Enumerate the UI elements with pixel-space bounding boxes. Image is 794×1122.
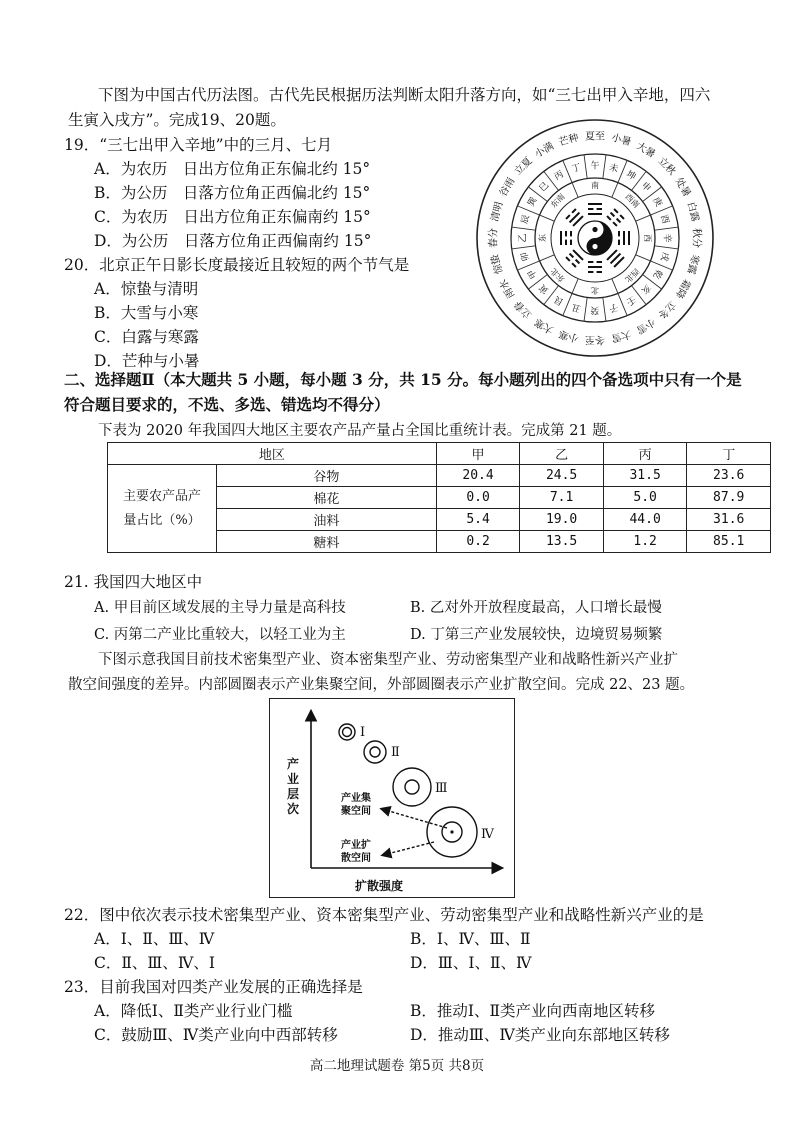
q23-option-d[interactable]: D．推动Ⅲ、Ⅳ类产业向东部地区转移 — [410, 1026, 670, 1044]
q22-stem: 22．图中依次表示技术密集型产业、资本密集型产业、劳动密集型产业和战略性新兴产业的是 — [64, 906, 704, 924]
q21-option-b[interactable]: B. 乙对外开放程度最高，人口增长最慢 — [410, 600, 662, 616]
trigram-bar — [566, 257, 570, 261]
table-cell: 5.0 — [603, 487, 687, 509]
solar-term-label: 秋分 — [690, 228, 702, 248]
trigram-bar — [566, 215, 570, 219]
solar-term-label: 惊蛰 — [489, 253, 506, 276]
direction-character: 辛 — [661, 233, 672, 243]
solar-term-label: 谷雨 — [497, 176, 518, 199]
q21-option-d[interactable]: D. 丁第三产业发展较快，边境贸易频繁 — [410, 627, 663, 643]
solar-term-label: 大暑 — [634, 140, 657, 161]
direction-character: 丁 — [570, 162, 583, 175]
direction-character: 壬 — [624, 293, 638, 307]
table-cell: 87.9 — [687, 487, 771, 509]
section2-line-2: 符合题目要求的，不选、多选、错选均不得分） — [64, 395, 390, 414]
annot-dif-line-2: 散空间 — [341, 853, 371, 864]
numeral-ii: Ⅱ — [391, 745, 400, 760]
direction-character: 亥 — [638, 281, 653, 296]
solar-term-label: 小暑 — [610, 132, 633, 149]
solar-term-label: 小寒 — [557, 327, 580, 344]
table-cell: 0.2 — [436, 531, 520, 553]
table-cell: 谷物 — [217, 465, 437, 487]
x-axis-label: 扩散强度 — [354, 879, 404, 893]
q21-option-a[interactable]: A. 甲目前区域发展的主导力量是高科技 — [94, 600, 346, 616]
trigram-bar — [611, 213, 615, 217]
trigram-bar — [620, 215, 624, 219]
table-cell: 0.0 — [436, 487, 520, 509]
solar-term-label: 冬至 — [585, 333, 605, 345]
direction-character: 戌 — [658, 250, 671, 263]
table-cell: 44.0 — [603, 509, 687, 531]
table-cell: 85.1 — [687, 531, 771, 553]
q23-option-b[interactable]: B．推动Ⅰ、Ⅱ类产业向西南地区转移 — [410, 1002, 656, 1020]
solar-term-label: 春分 — [488, 228, 500, 248]
annot-dif-line-1: 产业扩 — [341, 840, 371, 851]
q21-stem: 21. 我国四大地区中 — [64, 573, 203, 591]
direction-character: 丙 — [552, 169, 566, 183]
direction-character: 坤 — [624, 169, 638, 183]
table-header-region: 地区 — [108, 443, 437, 465]
table-cell: 7.1 — [520, 487, 604, 509]
solar-term-label: 立夏 — [512, 155, 535, 178]
solar-term-label: 大寒 — [533, 315, 556, 336]
trigram-bar — [572, 209, 576, 213]
q19-option-b[interactable]: B．为公历 日落方位角正西偏北约 15° — [94, 184, 371, 202]
numeral-iv: Ⅳ — [481, 827, 494, 842]
cardinal-direction-label: 南 — [591, 181, 599, 190]
fig-intro-line-2: 散空间强度的差异。内部圆圈表示产业集聚空间，外部圆圈表示产业扩散空间。完成 22、23 题。 — [68, 677, 695, 693]
q20-stem: 20．北京正午日影长度最接近且较短的两个节气是 — [64, 256, 410, 274]
industry-diffusion-figure — [269, 698, 515, 898]
cardinal-direction-label: 西南 — [623, 192, 641, 210]
section2-line-1: 二、选择题Ⅱ（本大题共 5 小题，每小题 3 分，共 15 分。每小题列出的四个备选项中只有一个是 — [64, 370, 742, 389]
y-axis-char: 业 — [286, 772, 300, 786]
solar-term-label: 立春 — [512, 298, 535, 321]
numeral-iii: Ⅲ — [435, 781, 448, 796]
ancient-calendar-diagram — [470, 115, 720, 365]
intro-line-2: 生寅入戌方”。完成19、20题。 — [68, 111, 286, 129]
q19-option-a[interactable]: A．为农历 日出方位角正东偏北约 15° — [94, 160, 371, 178]
table-cell: 棉花 — [217, 487, 437, 509]
q23-option-a[interactable]: A．降低Ⅰ、Ⅱ类产业行业门槛 — [94, 1002, 293, 1020]
trigram-bar — [613, 222, 617, 226]
table-header-row — [108, 443, 771, 465]
table-cell: 糖料 — [217, 531, 437, 553]
cardinal-direction-label: 东南 — [549, 192, 567, 210]
solar-term-label: 立秋 — [655, 155, 678, 178]
taiji-symbol — [578, 221, 612, 255]
cardinal-direction-label: 东北 — [549, 266, 567, 284]
solar-term-label: 芒种 — [557, 132, 580, 149]
table-group-label — [108, 465, 217, 553]
cardinal-direction-label: 西北 — [623, 266, 641, 284]
q22-option-a[interactable]: A．Ⅰ、Ⅱ、Ⅲ、Ⅳ — [94, 930, 215, 948]
table-row — [108, 465, 771, 487]
direction-character: 艮 — [552, 293, 566, 307]
cardinal-direction-label: 北 — [591, 286, 599, 295]
table-cell: 24.5 — [520, 465, 604, 487]
table-cell: 5.4 — [436, 509, 520, 531]
solar-term-label: 处暑 — [672, 176, 693, 199]
q23-option-c[interactable]: C．鼓励Ⅲ、Ⅳ类产业向中西部转移 — [94, 1026, 338, 1044]
solar-term-label: 小满 — [533, 140, 556, 161]
table-cell: 1.2 — [603, 531, 687, 553]
trigram-bar — [570, 254, 574, 258]
solar-term-label: 寒露 — [684, 253, 701, 276]
numeral-i: Ⅰ — [360, 725, 366, 740]
direction-character: 巽 — [526, 195, 540, 209]
direction-character: 乾 — [650, 267, 664, 281]
direction-character: 午 — [590, 161, 600, 172]
table-header-cell: 丁 — [687, 443, 771, 465]
table-header-cell: 丙 — [603, 443, 687, 465]
solar-term-label: 立冬 — [655, 298, 678, 321]
direction-character: 申 — [638, 180, 653, 195]
annot-agg-line-1: 产业集 — [341, 793, 371, 804]
q20-option-c[interactable]: C．白露与寒露 — [94, 328, 199, 346]
y-axis-char: 层 — [286, 787, 300, 801]
q19-stem: 19．“三七出甲入辛地”中的三月、七月 — [64, 136, 333, 154]
cardinal-direction-label: 东 — [538, 234, 547, 242]
page-footer: 高二地理试题卷 第5页 共8页 — [309, 1058, 485, 1074]
q19-option-c[interactable]: C．为农历 日出方位角正东偏南约 15° — [94, 208, 371, 226]
q19-option-d[interactable]: D．为公历 日落方位角正西偏南约 15° — [94, 232, 372, 250]
direction-character: 巳 — [537, 180, 552, 195]
solar-term-label: 霜降 — [672, 277, 693, 300]
solar-term-label: 白露 — [684, 200, 701, 223]
q21-option-c[interactable]: C. 丙第二产业比重较大，以轻工业为主 — [94, 627, 346, 643]
y-axis-char: 次 — [286, 802, 300, 816]
direction-character: 丑 — [570, 301, 583, 314]
intro-line-1: 下图为中国古代历法图。古代先民根据历法判断太阳升落方向，如“三七出甲入辛地，四六 — [98, 86, 711, 104]
direction-character: 寅 — [537, 281, 552, 296]
direction-character: 未 — [607, 162, 620, 175]
trigram-bar — [576, 260, 580, 264]
solar-term-label: 小雪 — [634, 315, 657, 336]
direction-character: 甲 — [526, 267, 540, 281]
direction-character: 卯 — [519, 250, 532, 263]
q22-option-b[interactable]: B．Ⅰ、Ⅳ、Ⅲ、Ⅱ — [410, 930, 531, 948]
direction-character: 庚 — [650, 195, 664, 209]
table-cell: 19.0 — [520, 509, 604, 531]
table-cell: 20.4 — [436, 465, 520, 487]
table-intro: 下表为 2020 年我国四大地区主要农产品产量占全国比重统计表。完成第 21 题。 — [98, 423, 622, 439]
annot-agg-line-2: 聚空间 — [341, 806, 371, 817]
table-cell: 13.5 — [520, 531, 604, 553]
solar-term-label: 夏至 — [585, 131, 605, 143]
table-group-label-line-1: 主要农产品产 — [122, 488, 201, 504]
table-header-cell: 甲 — [436, 443, 520, 465]
table-cell: 23.6 — [687, 465, 771, 487]
trigram-bar — [573, 250, 583, 260]
direction-character: 子 — [607, 301, 620, 314]
table-group-label-line-2: 量占比（%） — [123, 512, 201, 528]
trigram-bar — [607, 216, 611, 220]
q20-option-d[interactable]: D．芒种与小暑 — [94, 352, 200, 370]
trigram-bar — [572, 263, 576, 267]
direction-character: 癸 — [590, 304, 600, 315]
q22-option-d[interactable]: D．Ⅲ、Ⅰ、Ⅱ、Ⅳ — [410, 954, 532, 972]
direction-character: 辰 — [519, 213, 532, 226]
solar-term-label: 大雪 — [610, 327, 633, 344]
q20-option-b[interactable]: B．大雪与小寒 — [94, 304, 199, 322]
table-cell: 31.5 — [603, 465, 687, 487]
q23-stem: 23．目前我国对四类产业发展的正确选择是 — [64, 978, 363, 996]
solar-term-label: 清明 — [489, 200, 506, 223]
direction-character: 酉 — [658, 213, 671, 226]
q22-option-c[interactable]: C．Ⅱ、Ⅲ、Ⅳ、Ⅰ — [94, 954, 215, 972]
trigram-bar — [614, 209, 618, 213]
trigram-bar — [617, 219, 621, 223]
fig-intro-line-1: 下图示意我国目前技术密集型产业、资本密集型产业、劳动密集型产业和战略性新兴产业扩 — [98, 652, 678, 668]
y-axis-char: 产 — [286, 757, 300, 771]
table-cell: 31.6 — [687, 509, 771, 531]
table-cell: 油料 — [217, 509, 437, 531]
agri-products-table — [107, 442, 771, 553]
solar-term-label: 雨水 — [497, 277, 518, 300]
q20-option-a[interactable]: A．惊蛰与清明 — [94, 280, 199, 298]
direction-character: 乙 — [518, 233, 529, 243]
cardinal-direction-label: 西 — [643, 234, 652, 242]
table-header-cell: 乙 — [520, 443, 604, 465]
